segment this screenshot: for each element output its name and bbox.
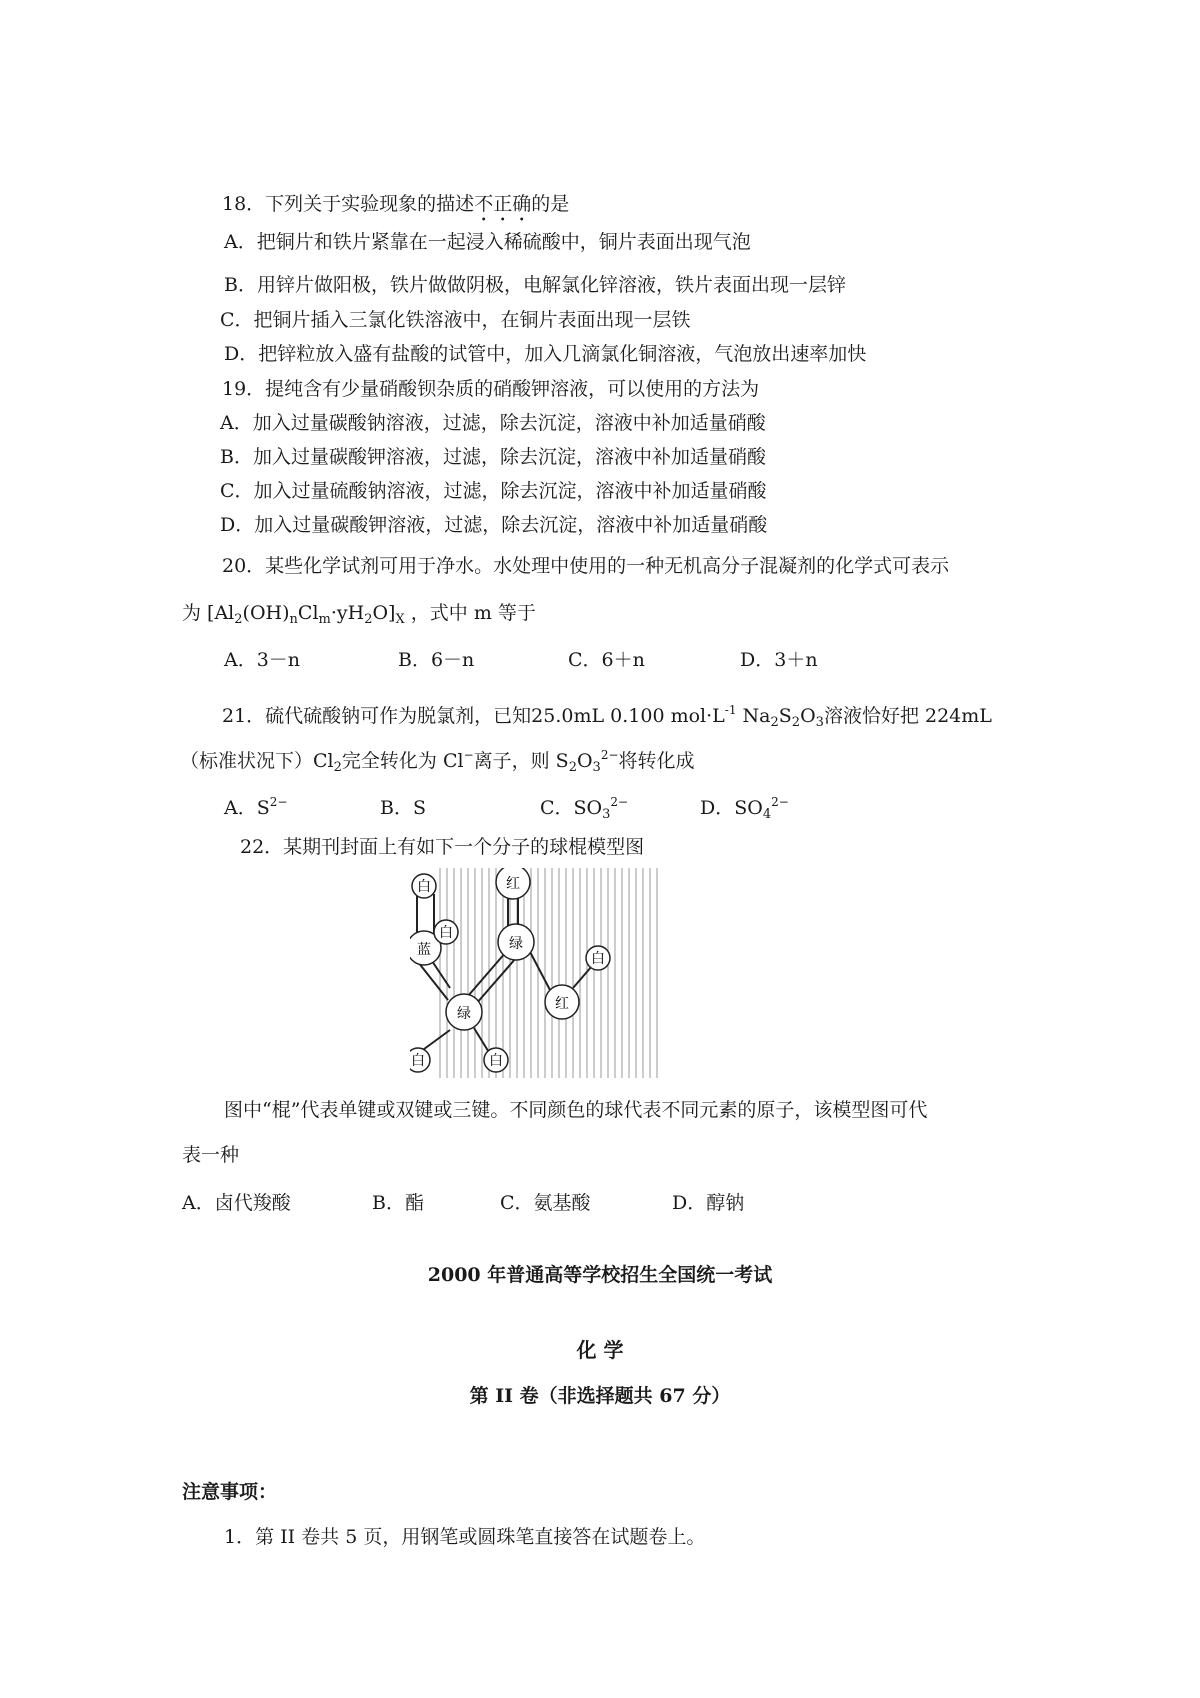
q18-option-a: A．把铜片和铁片紧靠在一起浸入稀硫酸中，铜片表面出现气泡: [224, 231, 751, 253]
q18-option-d: D．把锌粒放入盛有盐酸的试管中，加入几滴氯化铜溶液，气泡放出速率加快: [224, 343, 867, 365]
note-1: 1．第 II 卷共 5 页，用钢笔或圆珠笔直接答在试题卷上。: [224, 1526, 706, 1548]
q21-option-b: B．S: [380, 797, 426, 819]
atom-white-bottom-right: [484, 1048, 508, 1072]
q21-option-c: C．SO32−: [540, 795, 629, 822]
q19-option-d: D．加入过量碳酸钾溶液，过滤，除去沉淀，溶液中补加适量硝酸: [220, 514, 768, 536]
atom-white-bottom-left: [410, 1048, 430, 1072]
atom-white-beside-blue: [434, 920, 458, 944]
q20-option-c: C．6＋n: [568, 649, 645, 671]
q22-stem: 22．某期刊封面上有如下一个分子的球棍模型图: [240, 836, 645, 858]
q18-option-b: B．用锌片做阳极，铁片做做阴极，电解氯化锌溶液，铁片表面出现一层锌: [224, 274, 846, 296]
q22-option-c: C．氨基酸: [500, 1192, 591, 1214]
q20-formula-line: 为 $[Al_2(OH)_nCl_m\cdot yH_2O]_X$ ，式中 m 等于: [182, 602, 536, 627]
subject-title: 化 学: [576, 1338, 624, 1362]
atom-white-right: [586, 946, 610, 970]
exam-title: 2000 年普通高等学校招生全国统一考试: [427, 1264, 773, 1286]
svg-text:白: 白: [439, 925, 453, 941]
q22-options: [182, 1190, 744, 1216]
bond-green-green-a: [468, 952, 506, 996]
bond-red-white: [573, 966, 592, 988]
svg-text:白: 白: [411, 1053, 425, 1069]
q18-option-c: C．把铜片插入三氯化铁溶液中，在铜片表面出现一层铁: [220, 309, 691, 331]
svg-text:蓝: 蓝: [417, 942, 431, 958]
q20-option-a: A．3－n: [224, 649, 301, 671]
svg-text:红: 红: [506, 876, 520, 892]
q20-option-b: B．6－n: [398, 649, 475, 671]
svg-text:白: 白: [417, 879, 431, 895]
svg-text:红: 红: [555, 996, 569, 1012]
volume-title: 第 II 卷（非选择题共 67 分）: [469, 1385, 731, 1407]
atom-white-top-left: [412, 874, 436, 898]
q20-options: [224, 647, 818, 673]
q22-option-b: B．酯: [372, 1192, 424, 1214]
q22-option-a: A．卤代羧酸: [182, 1192, 291, 1214]
q19-option-c: C．加入过量硫酸钠溶液，过滤，除去沉淀，溶液中补加适量硝酸: [220, 480, 767, 502]
atom-green-lower: [446, 994, 482, 1030]
atom-green-upper: [498, 924, 534, 960]
q22-option-d: D．醇钠: [672, 1192, 745, 1214]
q19-stem: 19．提纯含有少量硝酸钡杂质的硝酸钾溶液，可以使用的方法为: [222, 378, 760, 400]
q21-options: [224, 789, 789, 828]
svg-text:绿: 绿: [509, 936, 523, 952]
q21-stem-line2: （标准状况下）$Cl_2$完全转化为 Cl−离子，则 $S_2O_3^{2-}$将转化成: [180, 748, 695, 775]
svg-text:白: 白: [591, 951, 605, 967]
q18-stem: 18．下列关于实验现象的描述不正确的是: [222, 193, 570, 215]
atom-red-top: [496, 868, 530, 899]
q21-option-d: D．SO42−: [700, 795, 789, 822]
svg-text:白: 白: [489, 1053, 503, 1069]
q19-option-b: B．加入过量碳酸钾溶液，过滤，除去沉淀，溶液中补加适量硝酸: [220, 446, 766, 468]
bond-green-white-left: [420, 1030, 450, 1052]
background-hatching: [440, 868, 657, 1078]
ball-and-stick-model-figure: [410, 868, 660, 1078]
q18-emphasis: 不正确: [474, 193, 532, 215]
q22-description-line2: 表一种: [182, 1144, 240, 1166]
atom-red-right: [545, 985, 579, 1019]
q20-stem: 20．某些化学试剂可用于净水。水处理中使用的一种无机高分子混凝剂的化学式可表示: [222, 555, 950, 577]
bond-blue-green-b: [418, 962, 448, 1000]
q19-option-a: A．加入过量碳酸钠溶液，过滤，除去沉淀，溶液中补加适量硝酸: [220, 412, 766, 434]
q20-option-d: D．3＋n: [740, 649, 818, 671]
q21-option-a: A．S2−: [224, 795, 288, 819]
notes-heading: 注意事项：: [182, 1481, 278, 1503]
q21-stem: 21．硫代硫酸钠可作为脱氯剂，已知25.0mL 0.100 $mol\cdot L^{-1}$ $Na_2S_2O_3$溶液恰好把 224mL: [222, 703, 992, 730]
q22-description: 图中“棍”代表单键或双键或三键。不同颜色的球代表不同元素的原子，该模型图可代: [224, 1099, 928, 1121]
svg-text:绿: 绿: [457, 1006, 471, 1022]
